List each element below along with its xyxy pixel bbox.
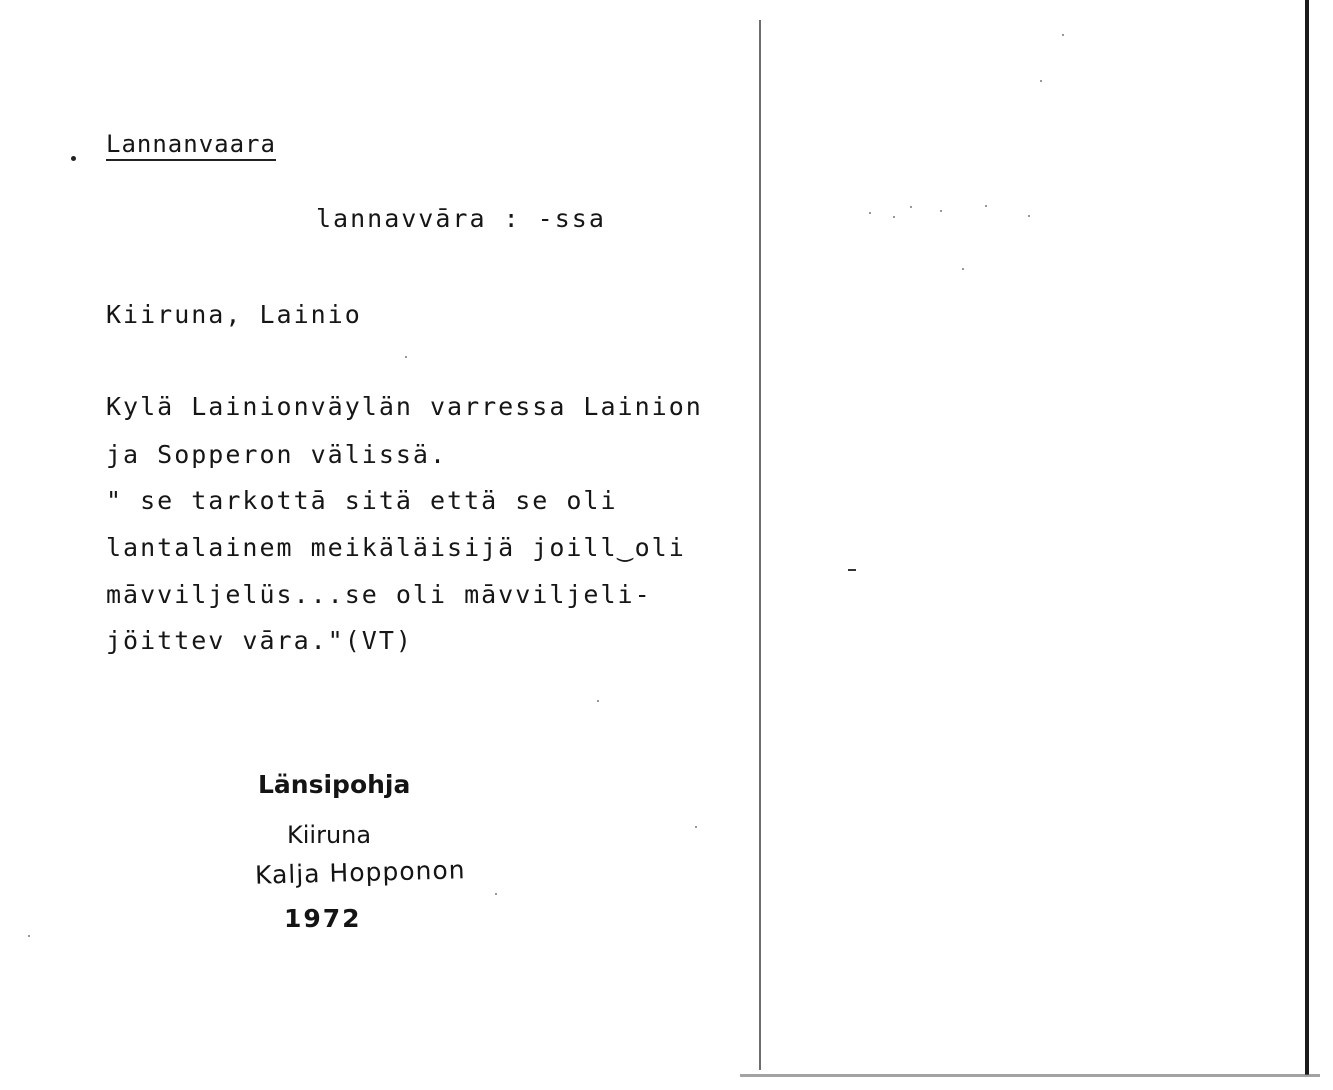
description-line-3: " se tarkottā sitä että se oli [106, 486, 618, 515]
card-right-edge [1305, 0, 1309, 1075]
scan-speck [695, 826, 697, 828]
pronunciation: lannavvāra : -ssa [316, 204, 606, 233]
scan-speck [869, 212, 871, 214]
scan-speck [597, 700, 599, 702]
bullet-dot [71, 156, 76, 161]
description-line-2: ja Sopperon välissä. [106, 440, 448, 469]
scan-speck [985, 205, 987, 207]
description-line-5: māvviljelüs...se oli māvviljeli- [106, 580, 652, 609]
stamp-region: Länsipohja [258, 770, 411, 799]
description-line-6: jöittev vāra."(VT) [106, 626, 413, 655]
headword: Lannanvaara [106, 132, 276, 161]
scan-speck [940, 210, 942, 212]
stamp-collector: Kalja Hopponon [254, 855, 466, 890]
scan-speck [962, 268, 964, 270]
scan-speck [1062, 34, 1064, 36]
scan-speck [910, 206, 912, 208]
scan-speck [28, 935, 30, 937]
scan-speck [848, 569, 856, 571]
stamp-year: 1972 [284, 904, 362, 933]
scan-speck [495, 893, 497, 895]
stamp-parish: Kiiruna [287, 821, 372, 849]
card-bottom-edge [740, 1074, 1320, 1077]
description-line-4: lantalainem meikäläisijä joill‿oli [106, 533, 686, 562]
place-name: Kiiruna, Lainio [106, 300, 362, 329]
scan-speck [893, 216, 895, 218]
description-line-1: Kylä Lainionväylän varressa Lainion [106, 392, 703, 421]
scan-speck [1040, 80, 1042, 82]
scan-speck [405, 356, 407, 358]
scan-speck [1028, 215, 1030, 217]
